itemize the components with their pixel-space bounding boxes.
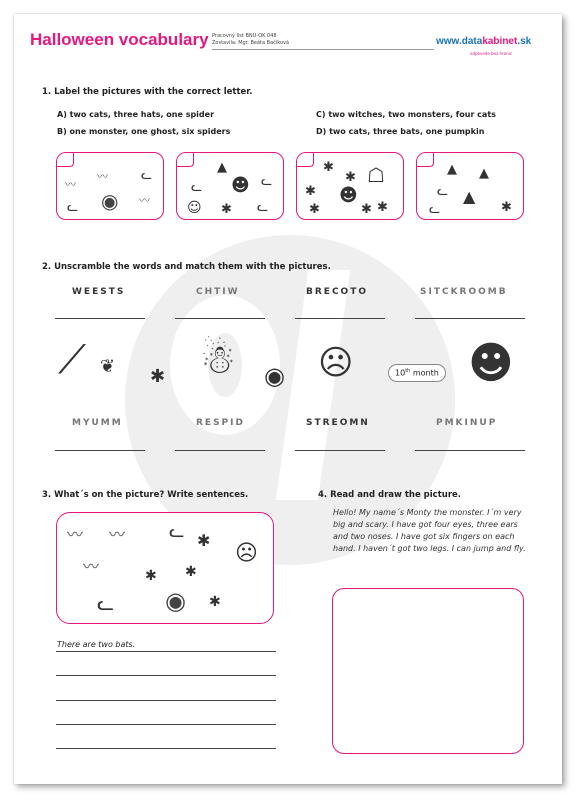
answer-line[interactable] (56, 700, 276, 701)
month-suffix: th (405, 368, 411, 374)
witch-icon: ☹ (318, 343, 354, 383)
spider-icon: ✱ (345, 170, 356, 185)
witch-hat-icon: ▲ (479, 166, 489, 181)
task2-instruction: 2. Unscramble the words and match them with the pictures. (42, 262, 331, 272)
answer-box[interactable] (57, 153, 74, 167)
answer-line[interactable] (56, 748, 276, 749)
pumpkin-icon: ◉ (101, 189, 119, 213)
spider-icon: ✱ (377, 200, 388, 215)
answer-box[interactable] (177, 153, 194, 167)
header-divider (212, 49, 434, 50)
task1-picture-4 (416, 152, 524, 220)
scrambled-word: WEESTS (72, 287, 126, 297)
site-logo[interactable] (436, 36, 531, 47)
spider-icon: ✱ (309, 202, 320, 217)
answer-line[interactable] (175, 450, 265, 451)
answer-line[interactable] (295, 450, 385, 451)
answer-line[interactable] (295, 318, 385, 319)
cat-icon: ᓚ (437, 184, 449, 199)
cat-icon: ᓚ (169, 521, 185, 542)
scrambled-word: BRECOTO (306, 287, 368, 297)
task1-option-d: D) two cats, three bats, one pumpkin (316, 127, 485, 136)
monster-icon: ☻ (231, 175, 250, 196)
answer-line[interactable] (56, 651, 276, 652)
bat-icon: 〰 (65, 178, 76, 191)
task1-picture-3 (296, 152, 404, 220)
month-number: 10 (395, 368, 406, 378)
witch-hat-icon: ▲ (447, 162, 457, 177)
answer-line[interactable] (56, 675, 276, 676)
monster-description: Hello! My name´s Monty the monster. I´m very big and scary. I have got four eyes, three ears and two noses. I have got six fingers on each hand. I haven´t got two legs. I can jump and fly. (333, 508, 526, 553)
cat-icon: ᓚ (429, 202, 441, 217)
drawing-area[interactable] (332, 588, 524, 754)
cat-icon: ᓚ (141, 168, 153, 183)
monster-icon: ☻ (468, 338, 514, 389)
logo-brand: kabinet (482, 36, 518, 47)
cat-icon: ᓚ (67, 200, 79, 215)
bat-icon: 〰 (109, 525, 126, 544)
spider-icon: ✱ (305, 184, 316, 199)
answer-box[interactable] (297, 153, 314, 167)
spider-icon: ✱ (185, 564, 197, 580)
spider-icon: ✱ (323, 160, 334, 175)
task1-option-c: C) two witches, two monsters, four cats (316, 110, 496, 119)
scrambled-word: RESPID (196, 418, 245, 428)
answer-line[interactable] (55, 318, 145, 319)
logo-tagline: odpovede bez hranic (470, 51, 512, 56)
cat-icon: ᓚ (261, 174, 273, 189)
header-meta (212, 33, 289, 47)
witch-hat-icon: ▲ (463, 187, 476, 206)
scrambled-word: PMKINUP (436, 418, 498, 428)
witch-hat-icon: ▲ (217, 160, 227, 175)
october-card (388, 364, 446, 382)
task1-picture-1 (56, 152, 164, 220)
answer-box[interactable] (417, 153, 434, 167)
pumpkin-icon: ◉ (165, 587, 186, 615)
task1-picture-2 (176, 152, 284, 220)
page-title: Halloween vocabulary (30, 30, 209, 49)
sweets-icon: ❦ (100, 356, 116, 377)
witch-icon: ☹ (235, 541, 258, 566)
answer-line[interactable] (56, 724, 276, 725)
task1-option-a: A) two cats, three hats, one spider (57, 110, 215, 119)
task1-instruction: 1. Label the pictures with the correct letter. (42, 87, 253, 97)
spider-icon: ✱ (501, 200, 512, 215)
logo-prefix: www.data (436, 36, 483, 47)
bat-icon: 〰 (67, 525, 84, 544)
task3-instruction: 3. What´s on the picture? Write sentences. (42, 490, 249, 500)
answer-line[interactable] (55, 450, 145, 451)
bat-icon: 〰 (83, 557, 100, 576)
task4-instruction: 4. Read and draw the picture. (318, 490, 462, 500)
ghost-icon: ☖ (367, 163, 385, 187)
cat-icon: ᓚ (97, 591, 115, 615)
mummy-icon: ☃ (200, 337, 236, 383)
meta-line-2: Zostavila: Mgr. Beáta Bačíková (212, 40, 290, 46)
answer-line[interactable] (415, 318, 525, 319)
pumpkin-icon: ◉ (264, 362, 285, 390)
scrambled-word: MYUMM (72, 418, 123, 428)
spider-icon: ✱ (197, 531, 211, 550)
scrambled-word: CHTIW (196, 287, 240, 297)
scrambled-word: STREOMN (306, 418, 370, 428)
task3-picture (56, 512, 274, 624)
example-sentence: There are two bats. (57, 640, 136, 649)
spider-icon: ✱ (221, 202, 232, 217)
task1-option-b: B) one monster, one ghost, six spiders (57, 127, 231, 136)
answer-line[interactable] (175, 318, 265, 319)
spider-icon: ✱ (209, 594, 221, 610)
month-label: month (410, 368, 439, 378)
broomstick-icon: ⟋ (58, 337, 86, 383)
meta-line-1: Pracovný list BNU-OK 048 (212, 33, 277, 39)
scrambled-word: SITCKROOMB (420, 287, 508, 297)
witch-icon: ☺ (187, 200, 202, 216)
spider-icon: ✱ (361, 202, 372, 217)
cat-icon: ᓚ (191, 180, 203, 195)
logo-suffix: .sk (517, 36, 532, 47)
bat-icon: 〰 (97, 170, 108, 183)
spider-icon: ✱ (145, 568, 157, 584)
answer-line[interactable] (415, 450, 525, 451)
cat-icon: ᓚ (257, 200, 269, 215)
monster-icon: ☻ (339, 185, 358, 206)
spider-icon: ✱ (150, 366, 166, 387)
bat-icon: 〰 (139, 194, 150, 207)
